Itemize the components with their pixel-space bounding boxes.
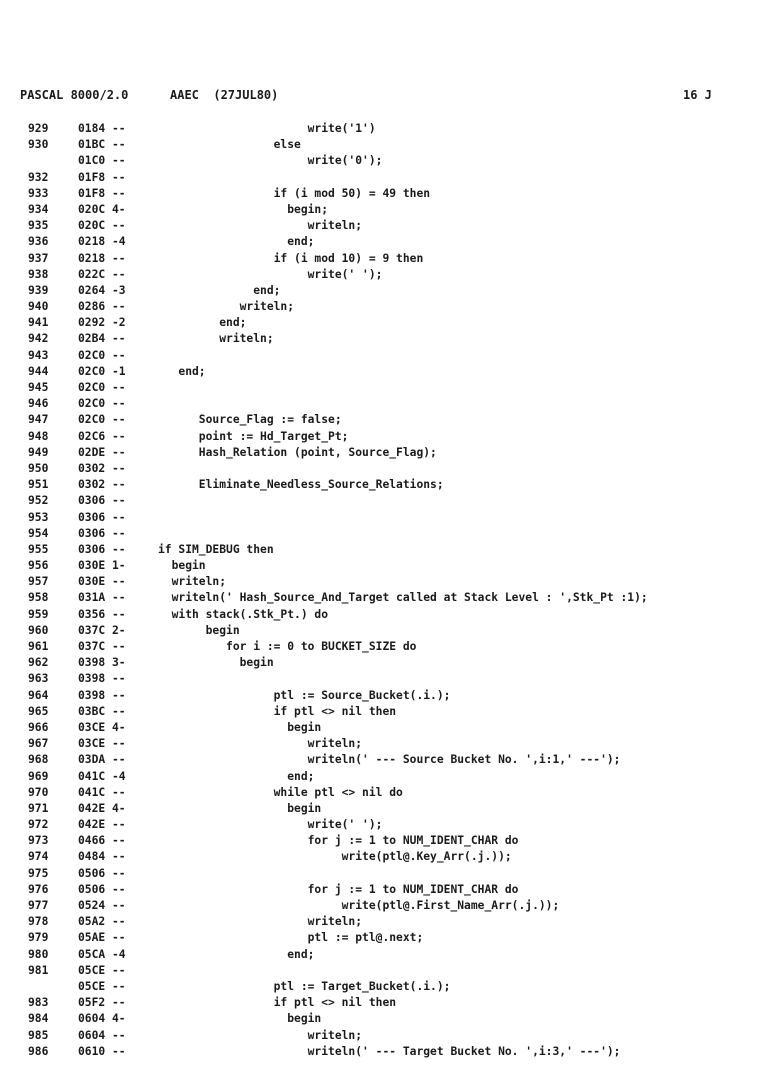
listing-line (0, 462, 760, 478)
listing-line (0, 543, 760, 559)
listing-line (0, 948, 760, 964)
line-number: 937 (28, 251, 49, 265)
line-number: 952 (28, 494, 49, 508)
address-field: 0604 4- (78, 1012, 126, 1026)
line-number: 945 (28, 381, 49, 394)
line-number: 940 (28, 300, 49, 314)
address-field: 0286 -- (78, 300, 126, 314)
code-text: write('0'); (158, 154, 383, 168)
code-text: end; (158, 235, 315, 249)
address-field: 0506 -- (78, 866, 126, 880)
listing-line (0, 171, 760, 187)
line-number: 942 (28, 332, 49, 346)
address-field: 020C 4- (78, 202, 126, 216)
line-number: 979 (28, 931, 49, 945)
listing-line (0, 591, 760, 607)
address-field: 05CA -4 (78, 947, 126, 961)
line-number: 929 (28, 122, 49, 135)
line-number: 955 (28, 542, 49, 556)
line-number: 959 (28, 607, 49, 621)
line-number: 941 (28, 316, 49, 330)
address-field: 031A -- (78, 591, 126, 605)
line-number: 933 (28, 186, 49, 200)
listing-line (0, 1029, 760, 1045)
address-field: 0524 -- (78, 899, 126, 912)
line-number: 948 (28, 429, 49, 443)
listing-line (0, 235, 760, 251)
address-field: 037C -- (78, 640, 126, 653)
listing-line (0, 316, 760, 332)
address-field: 0306 -- (78, 542, 126, 556)
listing-line (0, 219, 760, 235)
code-text: begin; (158, 202, 329, 216)
address-field: 0484 -- (78, 850, 126, 864)
code-text: with stack(.Stk_Pt.) do (158, 607, 329, 621)
line-number: 985 (28, 1028, 49, 1042)
line-number: 934 (28, 202, 49, 216)
code-text: if ptl <> nil then (158, 704, 397, 718)
code-text: write(ptl@.First_Name_Arr(.j.)); (158, 899, 560, 912)
address-field: 0306 -- (78, 526, 126, 540)
listing-line (0, 430, 760, 446)
line-number: 980 (28, 947, 49, 961)
listing-line (0, 349, 760, 365)
listing-line (0, 268, 760, 284)
listing-line (0, 122, 760, 138)
line-number: 968 (28, 753, 49, 767)
line-number: 935 (28, 219, 49, 233)
address-field: 02DE -- (78, 445, 126, 459)
code-text: writeln(' --- Source Bucket No. ',i:1,' ---'); (158, 753, 621, 767)
code-text: writeln(' --- Target Bucket No. ',i:3,' ---'); (158, 1044, 621, 1058)
code-text: Source_Flag := false; (158, 413, 342, 427)
code-text: begin (158, 801, 322, 815)
line-number: 947 (28, 413, 49, 427)
address-field: 0292 -2 (78, 316, 126, 330)
address-field: 01F8 -- (78, 186, 126, 200)
listing-line (0, 300, 760, 316)
listing-line (0, 252, 760, 268)
line-number: 944 (28, 364, 49, 378)
code-text: Eliminate_Needless_Source_Relations; (158, 478, 444, 492)
listing-line (0, 381, 760, 397)
listing-line (0, 753, 760, 769)
listing-line (0, 1045, 760, 1061)
address-field: 02C0 -- (78, 397, 126, 411)
listing-line (0, 689, 760, 705)
code-text: ptl := Source_Bucket(.i.); (158, 688, 451, 702)
address-field: 0398 -- (78, 672, 126, 686)
code-text: for j := 1 to NUM_IDENT_CHAR do (158, 834, 519, 848)
address-field: 02C0 -1 (78, 364, 126, 378)
address-field: 041C -- (78, 785, 126, 799)
listing-line (0, 511, 760, 527)
code-text: writeln(' Hash_Source_And_Target called at Stack Level : ',Stk_Pt :1); (158, 591, 648, 605)
listing-line (0, 737, 760, 753)
code-text: if (i mod 50) = 49 then (158, 186, 431, 200)
code-text: writeln; (158, 332, 274, 346)
code-text: if SIM_DEBUG then (158, 542, 274, 556)
line-number: 964 (28, 688, 49, 702)
address-field: 02C0 -- (78, 413, 126, 427)
listing-line (0, 721, 760, 737)
code-text: end; (158, 364, 206, 378)
line-number: 938 (28, 267, 49, 281)
line-number: 977 (28, 899, 49, 912)
address-field: 05CE -- (78, 979, 126, 993)
code-text: write(ptl@.Key_Arr(.j.)); (158, 850, 512, 864)
address-field: 05A2 -- (78, 915, 126, 929)
address-field: 0604 -- (78, 1028, 126, 1042)
line-number: 956 (28, 559, 49, 573)
listing-line (0, 154, 760, 170)
listing-line (0, 624, 760, 640)
address-field: 0184 -- (78, 122, 126, 135)
listing-line (0, 575, 760, 591)
listing-line (0, 964, 760, 980)
address-field: 01BC -- (78, 138, 126, 152)
code-text: ptl := ptl@.next; (158, 931, 424, 945)
line-number: 943 (28, 348, 49, 362)
page-header (0, 88, 760, 108)
listing-line (0, 608, 760, 624)
listing-line (0, 980, 760, 996)
address-field: 05F2 -- (78, 996, 126, 1010)
code-text: else (158, 138, 301, 152)
code-text: end; (158, 283, 281, 297)
code-text: writeln; (158, 219, 363, 233)
address-field: 030E -- (78, 575, 126, 589)
line-number: 962 (28, 656, 49, 670)
line-number: 975 (28, 866, 49, 880)
line-number: 978 (28, 915, 49, 929)
source-listing (0, 122, 760, 1061)
listing-line (0, 705, 760, 721)
address-field: 05AE -- (78, 931, 126, 945)
code-text: while ptl <> nil do (158, 785, 403, 799)
address-field: 041C -4 (78, 769, 126, 783)
line-number: 969 (28, 769, 49, 783)
address-field: 03CE -- (78, 737, 126, 751)
code-text: write('1') (158, 122, 376, 135)
listing-line (0, 559, 760, 575)
address-field: 030E 1- (78, 559, 126, 573)
code-text: end; (158, 316, 247, 330)
line-number: 954 (28, 526, 49, 540)
page-number: 16 J (683, 88, 712, 102)
line-number: 981 (28, 963, 49, 977)
listing-line (0, 527, 760, 543)
line-number: 965 (28, 704, 49, 718)
code-text: end; (158, 769, 315, 783)
listing-line (0, 850, 760, 866)
line-number: 983 (28, 996, 49, 1010)
line-number: 984 (28, 1012, 49, 1026)
listing-line (0, 818, 760, 834)
address-field: 02C0 -- (78, 381, 126, 394)
listing-line (0, 931, 760, 947)
address-field: 022C -- (78, 267, 126, 281)
line-number: 973 (28, 834, 49, 848)
address-field: 0306 -- (78, 494, 126, 508)
line-number: 967 (28, 737, 49, 751)
address-field: 0610 -- (78, 1044, 126, 1058)
listing-line (0, 802, 760, 818)
listing-line (0, 915, 760, 931)
listing-line (0, 494, 760, 510)
line-number: 974 (28, 850, 49, 864)
address-field: 05CE -- (78, 963, 126, 977)
line-number: 972 (28, 818, 49, 832)
listing-line (0, 365, 760, 381)
line-number: 960 (28, 623, 49, 637)
line-number: 953 (28, 510, 49, 524)
code-text: writeln; (158, 737, 363, 751)
address-field: 03CE 4- (78, 720, 126, 734)
code-text: begin (158, 720, 322, 734)
line-number: 930 (28, 138, 49, 152)
address-field: 0356 -- (78, 607, 126, 621)
listing-line (0, 1012, 760, 1028)
line-number: 986 (28, 1044, 49, 1058)
code-text: writeln; (158, 915, 363, 929)
listing-line (0, 883, 760, 899)
listing-line (0, 413, 760, 429)
address-field: 0218 -4 (78, 235, 126, 249)
code-text: end; (158, 947, 315, 961)
listing-line (0, 786, 760, 802)
code-text: if (i mod 10) = 9 then (158, 251, 424, 265)
address-field: 01F8 -- (78, 170, 126, 184)
code-text: point := Hd_Target_Pt; (158, 429, 349, 443)
code-text: begin (158, 1012, 322, 1026)
address-field: 02B4 -- (78, 332, 126, 346)
code-text: for j := 1 to NUM_IDENT_CHAR do (158, 882, 519, 896)
code-text: begin (158, 559, 206, 573)
line-number: 951 (28, 478, 49, 492)
code-text: ptl := Target_Bucket(.i.); (158, 979, 451, 993)
address-field: 0264 -3 (78, 283, 126, 297)
listing-line (0, 640, 760, 656)
address-field: 042E 4- (78, 801, 126, 815)
listing-line (0, 672, 760, 688)
code-text: begin (158, 656, 274, 670)
line-number: 932 (28, 170, 49, 184)
listing-line (0, 834, 760, 850)
code-text: writeln; (158, 300, 295, 314)
listing-line (0, 478, 760, 494)
listing-line (0, 899, 760, 915)
code-text: for i := 0 to BUCKET_SIZE do (158, 640, 417, 653)
code-text: begin (158, 623, 240, 637)
listing-line (0, 867, 760, 883)
address-field: 03DA -- (78, 753, 126, 767)
code-text: writeln; (158, 575, 227, 589)
listing-line (0, 770, 760, 786)
address-field: 042E -- (78, 818, 126, 832)
line-number: 957 (28, 575, 49, 589)
code-text: write(' '); (158, 818, 383, 832)
code-text: write(' '); (158, 267, 383, 281)
address-field: 0218 -- (78, 251, 126, 265)
listing-line (0, 138, 760, 154)
listing-line (0, 332, 760, 348)
line-number: 946 (28, 397, 49, 411)
address-field: 01C0 -- (78, 154, 126, 168)
line-number: 963 (28, 672, 49, 686)
address-field: 0302 -- (78, 461, 126, 475)
address-field: 02C6 -- (78, 429, 126, 443)
code-text: if ptl <> nil then (158, 996, 397, 1010)
listing-line (0, 203, 760, 219)
address-field: 03BC -- (78, 704, 126, 718)
address-field: 0302 -- (78, 478, 126, 492)
code-text: Hash_Relation (point, Source_Flag); (158, 445, 437, 459)
address-field: 0398 3- (78, 656, 126, 670)
compiler-version: PASCAL 8000/2.0 (20, 88, 129, 102)
address-field: 0306 -- (78, 510, 126, 524)
compile-date: AAEC (27JUL80) (170, 88, 279, 102)
line-number: 936 (28, 235, 49, 249)
listing-line (0, 284, 760, 300)
listing-line (0, 397, 760, 413)
address-field: 02C0 -- (78, 348, 126, 362)
line-number: 950 (28, 461, 49, 475)
address-field: 020C -- (78, 219, 126, 233)
address-field: 0466 -- (78, 834, 126, 848)
listing-line (0, 446, 760, 462)
address-field: 0398 -- (78, 688, 126, 702)
line-number: 971 (28, 801, 49, 815)
code-text: writeln; (158, 1028, 363, 1042)
line-number: 976 (28, 882, 49, 896)
line-number: 939 (28, 283, 49, 297)
listing-line (0, 187, 760, 203)
address-field: 0506 -- (78, 882, 126, 896)
address-field: 037C 2- (78, 623, 126, 637)
line-number: 949 (28, 445, 49, 459)
line-number: 966 (28, 720, 49, 734)
listing-line (0, 996, 760, 1012)
line-number: 961 (28, 640, 49, 653)
listing-line (0, 656, 760, 672)
line-number: 958 (28, 591, 49, 605)
line-number: 970 (28, 785, 49, 799)
